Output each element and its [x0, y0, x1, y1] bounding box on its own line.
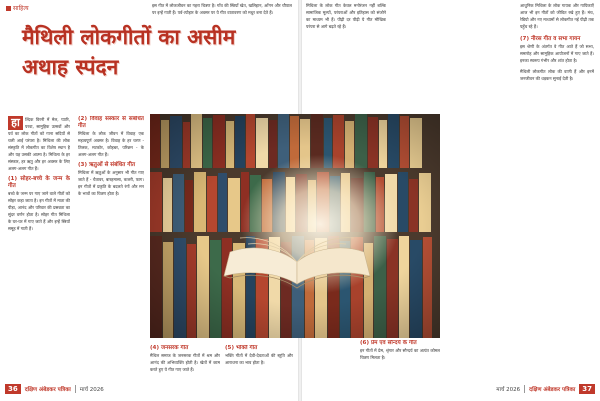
paragraph-3: मिथिला में ऋतुओं के अनुसार भी गीत गाए जाते हैं - चैतावर, बारहमासा, कजरी, फाग। इन गीतों में प्रकृति के बदलते रंगों और मन के भावों का चित्रण होता है। [78, 170, 144, 196]
footer-divider [75, 385, 76, 393]
paragraph-col5: आधुनिक मिथिला के लोक गायक और गायिकाएँ आज भी इन गीतों को जीवित रखे हुए हैं। मंच, रेडियो और नए माध्यमों से लोकगीत नई पीढ़ी तक पहुँच रहे हैं। [520, 3, 594, 29]
issue-month-right: मार्च 2026 [496, 387, 521, 393]
page-number-right: 37 [579, 384, 595, 394]
intro-text: ल्दिक विरनी में मेल, प्यारि, परवा, सामूहिक उत्सवों और पर्व का लोक गीतों को गाना सदियों से चली आई परंपरा है। मिथिला की लोक संस्कृति में लोकगीत का विशेष स्थान है और यह उसकी आत्मा है। मिथिला के हर संस्कार, हर ऋतु और हर अवसर के लिए अलग-अलग गीत हैं। [8, 117, 70, 171]
headline-line-2: अथाह स्पंदन [22, 54, 119, 79]
section-marker-icon [6, 6, 11, 11]
paragraph-5: भक्ति गीतों में देवी-देवताओं की स्तुति और आराधना का भाव होता है। [225, 353, 293, 365]
subheading-2: (2) विवाह संस्कार से संबंधित गीत [78, 116, 144, 129]
subheading-7: (7) नीरस गीत व सभा गायन [520, 36, 581, 42]
article-column-1 [8, 116, 70, 378]
paragraph-4: मैथिल समाज के जनसरक गीतों में श्रम और आनंद की अभिव्यक्ति होती है। खेतों में काम करते हुए ये गीत गाए जाते हैं। [150, 353, 220, 372]
paragraph-2: मिथिला के लोक जीवन में विवाह एक महत्वपूर्ण अवसर है। विवाह के हर चरण - तिलक, मटकोर, कोहबर, परिछन - के अलग-अलग गीत हैं। [78, 131, 144, 157]
subheading-1: (1) सोहर-बच्चे के जन्म के गीत [8, 176, 70, 189]
article-column-2 [78, 116, 144, 378]
page-number-left: 36 [5, 384, 21, 394]
paragraph-1: बच्चे के जन्म पर गाए जाने वाले गीतों को सोहर कहा जाता है। इन गीतों में माता की पीड़ा, आनंद और परिवार की प्रसन्नता का सुंदर वर्णन होता है। सोहर गीत मिथिला के घर-घर में गाए जाते हैं और इन्हें स्त्रियाँ समूह में गाती हैं। [8, 191, 70, 231]
article-column-4 [306, 2, 386, 110]
caption-block-4 [150, 345, 220, 380]
headline-line-1: मैथिली लोकगीतों का असीम [22, 24, 236, 49]
drop-cap: हा [8, 116, 23, 130]
footer-left [5, 384, 104, 394]
photo-vignette [150, 114, 440, 338]
subheading-4: (4) जनसरक गीत [150, 345, 189, 351]
subheading-6: (6) प्रेम एवं सौन्दर्य के गीत [360, 340, 417, 346]
paragraph-col3: इस गीत में लोकजीवन का गहरा चित्रण है। गाँव की स्त्रियाँ खेत, खलिहान, आँगन और चौपाल पर इन्हें गाती हैं। पर्व-त्योहार के अवसर पर ये गीत वातावरण को मधुर बना देते हैं। [152, 3, 292, 15]
caption-block-5 [225, 345, 293, 380]
caption-block-6 [360, 340, 440, 380]
section-text: साहित्य [13, 5, 29, 12]
section-label [6, 4, 29, 12]
issue-month-left: मार्च 2026 [79, 387, 104, 393]
footer-right [496, 384, 595, 394]
article-column-3 [152, 2, 292, 110]
subheading-3: (3) ऋतुओं से संबंधित गीत [78, 162, 136, 168]
footer-divider [524, 385, 525, 393]
subheading-5: (5) भक्ति गीत [225, 345, 258, 351]
paragraph-8: मैथिली लोकगीत लोक की वाणी हैं और इनमें जनजीवन की धड़कन सुनाई देती है। [520, 69, 594, 81]
magazine-name-right: दक्षिण अंबेडकर पत्रिका [529, 387, 576, 393]
magazine-name-left: दक्षिण अंबेडकर पत्रिका [24, 387, 71, 393]
books-photo [150, 114, 440, 338]
paragraph-col4: मिथिला के लोक गीत केवल मनोरंजन नहीं बल्कि सामाजिक मूल्यों, परंपराओं और इतिहास को संजोने का माध्यम भी हैं। पीढ़ी दर पीढ़ी ये गीत मौखिक परंपरा से आगे बढ़ते रहे हैं। [306, 3, 386, 29]
article-column-5 [520, 2, 594, 380]
paragraph-6: इन गीतों में प्रेम, श्रृंगार और सौन्दर्य का अत्यंत कोमल चित्रण मिलता है। [360, 348, 440, 360]
paragraph-7: इस श्रेणी के अंतर्गत वे गीत आते हैं जो सभा, समारोह और सामूहिक आयोजनों में गाए जाते हैं। इनका स्वरूप गंभीर और शांत होता है। [520, 44, 594, 63]
